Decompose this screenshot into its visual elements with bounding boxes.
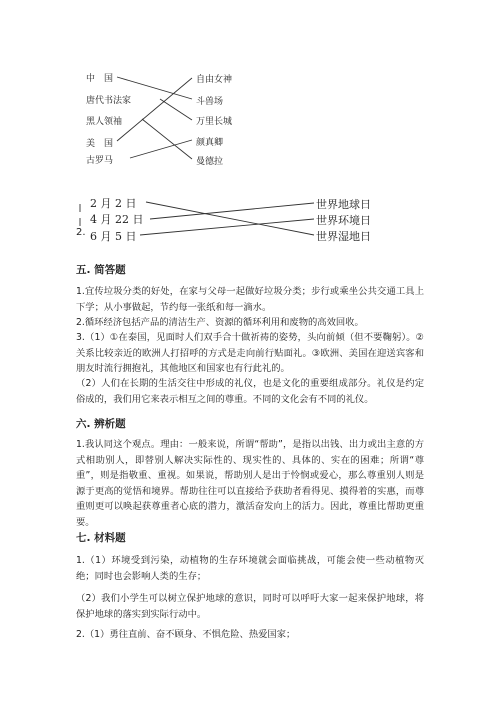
section-5-title: 五. 简答题 bbox=[76, 264, 126, 276]
match1-left-5: 古罗马 bbox=[86, 156, 114, 166]
section-5-answer-1: 1.宜传垃圾分类的好处，在家与父母一起做好垃圾分类；步行或乘坐公共交通工具上下学；从小事做起，节约每一张纸和每一滴水。 bbox=[76, 286, 424, 313]
section-5-answer-4: （2）人们在长期的生活交往中形成的礼仪，也是文化的重要组成部分。礼仪是约定俗成的，我们用它来表示相互之间的尊重。不同的文化会有不同的礼仪。 bbox=[76, 378, 424, 405]
match2-left-3: 6 月 5 日 bbox=[90, 230, 137, 243]
match2-right-3: 世界湿地日 bbox=[316, 230, 371, 243]
match1-left-1: 中 国 bbox=[86, 74, 114, 84]
match2-line-1 bbox=[146, 202, 314, 235]
match1-right-5: 曼德拉 bbox=[196, 157, 224, 167]
match1-right-3: 万里长城 bbox=[196, 117, 233, 127]
match2-lines bbox=[0, 0, 500, 260]
match2-left-1: 2 月 2 日 bbox=[90, 197, 137, 210]
match2-number: 2. bbox=[76, 227, 86, 238]
match2-line-3 bbox=[140, 219, 314, 235]
match1-right-1: 自由女神 bbox=[196, 75, 233, 85]
match1-left-3: 黑人领袖 bbox=[86, 117, 123, 127]
match2-line-2 bbox=[150, 203, 314, 219]
section-5-answer-2: 2.循环经济包括产品的清洁生产、资源的循环利用和废物的高效回收。 bbox=[76, 317, 364, 328]
match2-right-1: 世界地球日 bbox=[316, 198, 371, 211]
section-6-title: 六. 辨析题 bbox=[76, 418, 126, 430]
section-7-answer-1: 1.（1）环境受到污染，动植物的生存环境就会面临挑战，可能会使一些动植物灭绝；同时也会影响人类的生存； bbox=[76, 555, 424, 582]
match1-right-4: 颜真卿 bbox=[196, 138, 224, 148]
match2-right-2: 世界环境日 bbox=[316, 214, 371, 227]
section-7-answer-2: （2）我们小学生可以树立保护地球的意识，同时可以呼吁大家一起来保护地球，将保护地球的落实到实际行动中。 bbox=[76, 593, 424, 620]
section-7-answer-3: 2.（1）勇往直前、奋不顾身、不惧危险、热爱国家； bbox=[76, 629, 296, 640]
match1-left-2: 唐代书法家 bbox=[86, 96, 132, 106]
match2-left-2: 4 月 22 日 bbox=[90, 213, 144, 226]
section-5-answer-3: 3.（1）①在泰国，见面时人们双手合十做祈祷的姿势，头向前倾（但不要鞠躬）。②关系比较亲近的欧洲人打招呼的方式是走向前行贴面礼。③欧洲、美国在迎送宾客和朋友时流行拥抱礼，其他地区和国家也有行此礼的。 bbox=[76, 332, 424, 375]
section-7-title: 七. 材料题 bbox=[76, 532, 126, 544]
match1-left-4: 美 国 bbox=[86, 139, 114, 149]
match1-right-2: 斗兽场 bbox=[196, 97, 224, 107]
section-6-answer-1: 1.我认同这个观点。理由：一般来说，所谓“帮助”，是指以出钱、出力或出主意的方式相助别人，即替别人解决实际性的、现实性的、具体的、实在的困难；所谓“尊重”，则是指敬重、重视。如果说，帮助别人是出于怜悯或爱心，那么尊重别人则是源于更高的觉悟和境界。帮助往往可以直接给予获助者看得见、摸得着的实惠，而尊重则更可以唤起获尊重者心底的潜力，激活奋发向上的活力。因此，尊重比帮助更重要。 bbox=[76, 439, 424, 528]
